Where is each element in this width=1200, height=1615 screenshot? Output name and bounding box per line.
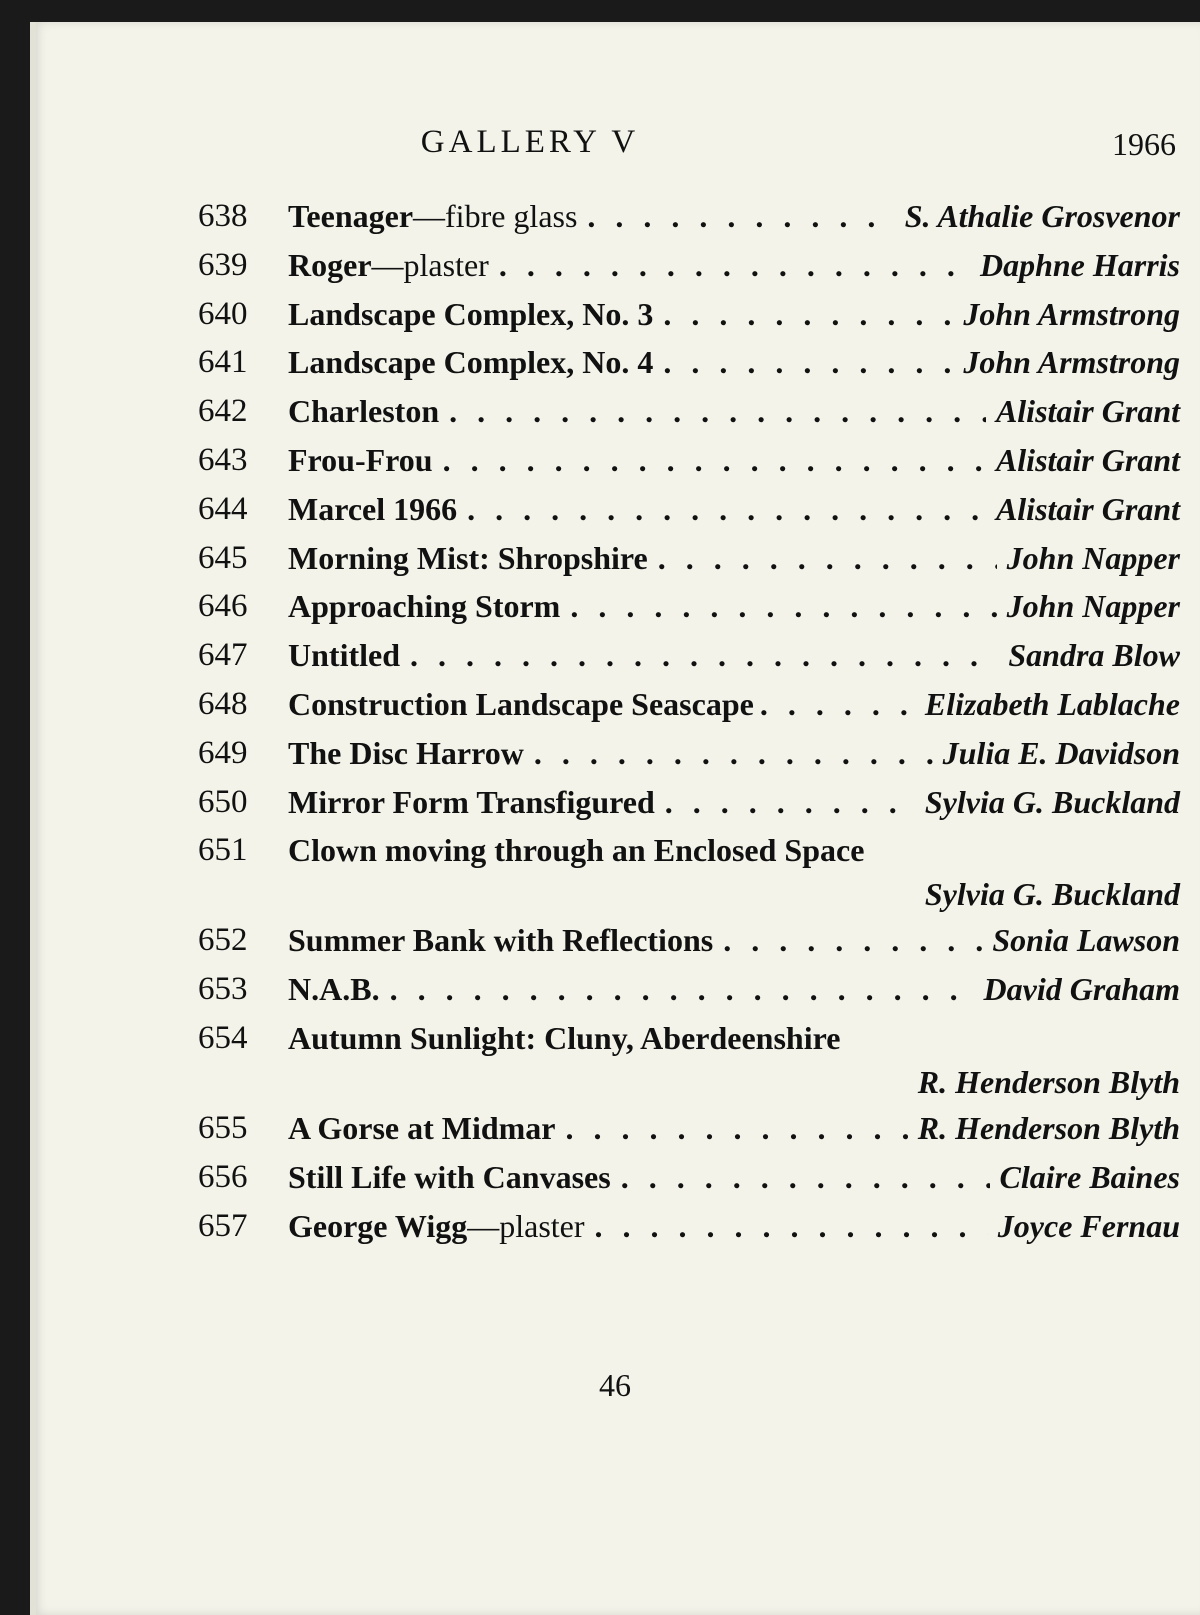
list-item bbox=[30, 194, 1200, 243]
entry-number: 641 bbox=[198, 344, 248, 381]
gallery-title: GALLERY V bbox=[420, 124, 640, 160]
list-item bbox=[30, 1016, 1200, 1106]
entry-title: Untitled bbox=[288, 637, 400, 674]
dot-leader bbox=[665, 784, 915, 821]
list-item bbox=[30, 584, 1200, 633]
entry-number: 639 bbox=[198, 246, 248, 283]
entry-title: Morning Mist: Shropshire bbox=[288, 539, 648, 576]
list-item bbox=[30, 536, 1200, 585]
entry-title: Marcel 1966 bbox=[288, 490, 458, 527]
catalogue-year: 1966 bbox=[1112, 126, 1176, 162]
list-item bbox=[30, 682, 1200, 731]
entry-artist: Elizabeth Lablache bbox=[924, 685, 1180, 722]
entry-title: The Disc Harrow bbox=[288, 734, 524, 771]
entry-number: 643 bbox=[198, 441, 248, 478]
dot-leader bbox=[587, 198, 894, 235]
entry-number: 656 bbox=[198, 1158, 248, 1195]
dot-leader bbox=[566, 1110, 908, 1147]
list-item bbox=[30, 1204, 1200, 1253]
entry-title: Charleston bbox=[288, 393, 440, 430]
entry-list bbox=[30, 194, 1200, 1252]
entry-title: N.A.B. bbox=[288, 971, 380, 1008]
list-item bbox=[30, 731, 1200, 780]
page-header bbox=[30, 102, 1200, 162]
entry-artist: Alistair Grant bbox=[995, 393, 1180, 430]
dot-leader bbox=[467, 491, 986, 528]
entry-artist: Sandra Blow bbox=[1008, 637, 1180, 674]
entry-artist: Alistair Grant bbox=[995, 441, 1180, 478]
entry-artist: John Armstrong bbox=[963, 344, 1180, 381]
entry-number: 640 bbox=[198, 295, 248, 332]
entry-medium: —plaster bbox=[467, 1207, 585, 1244]
dot-leader bbox=[621, 1159, 990, 1196]
list-item bbox=[30, 243, 1200, 292]
entry-title: Teenager bbox=[288, 198, 414, 234]
list-item bbox=[30, 292, 1200, 341]
dot-leader bbox=[663, 344, 953, 381]
dot-leader bbox=[443, 442, 986, 479]
entry-title: Landscape Complex, No. 3 bbox=[288, 295, 654, 332]
entry-artist: Sonia Lawson bbox=[992, 922, 1180, 959]
dot-leader bbox=[760, 686, 919, 723]
dot-leader bbox=[723, 922, 982, 959]
entry-title: Autumn Sunlight: Cluny, Aberdeenshire bbox=[288, 1019, 841, 1056]
entry-title: A Gorse at Midmar bbox=[288, 1109, 556, 1146]
dot-leader bbox=[410, 637, 998, 674]
list-item bbox=[30, 918, 1200, 967]
catalogue-page bbox=[30, 22, 1200, 1615]
page-edge bbox=[30, 22, 36, 1615]
entry-artist: David Graham bbox=[983, 971, 1180, 1008]
page-number: 46 bbox=[599, 1367, 631, 1403]
entry-artist: R. Henderson Blyth bbox=[917, 1109, 1180, 1146]
entry-title: Clown moving through an Enclosed Space bbox=[288, 832, 865, 869]
entry-artist: Claire Baines bbox=[999, 1158, 1180, 1195]
entry-number: 648 bbox=[198, 685, 248, 722]
entry-number: 647 bbox=[198, 637, 248, 674]
entry-medium: —plaster bbox=[371, 246, 489, 283]
entry-title: Landscape Complex, No. 4 bbox=[288, 344, 654, 381]
entry-artist: John Napper bbox=[1006, 539, 1180, 576]
entry-artist: R. Henderson Blyth bbox=[917, 1063, 1180, 1100]
dot-leader bbox=[595, 1208, 988, 1245]
dot-leader bbox=[534, 735, 933, 772]
entry-artist: Daphne Harris bbox=[979, 246, 1180, 283]
dot-leader bbox=[658, 540, 997, 577]
entry-title: Still Life with Canvases bbox=[288, 1158, 611, 1195]
entry-number: 655 bbox=[198, 1109, 248, 1146]
entry-number: 638 bbox=[198, 198, 248, 234]
list-item bbox=[30, 487, 1200, 536]
entry-artist: Sylvia G. Buckland bbox=[924, 876, 1180, 913]
list-item bbox=[30, 633, 1200, 682]
entry-artist: Sylvia G. Buckland bbox=[924, 783, 1180, 820]
entry-artist: John Napper bbox=[1006, 588, 1180, 625]
entry-number: 653 bbox=[198, 971, 248, 1008]
list-item bbox=[30, 340, 1200, 389]
list-item bbox=[30, 780, 1200, 829]
entry-number: 651 bbox=[198, 832, 248, 869]
entry-artist: S. Athalie Grosvenor bbox=[904, 198, 1180, 234]
list-item bbox=[30, 389, 1200, 438]
entry-number: 654 bbox=[198, 1019, 248, 1056]
entry-title: Summer Bank with Reflections bbox=[288, 922, 714, 959]
entry-medium: —fibre glass bbox=[413, 198, 578, 234]
entry-artist: Alistair Grant bbox=[995, 490, 1180, 527]
dot-leader bbox=[499, 247, 970, 284]
dot-leader bbox=[449, 393, 986, 430]
entry-number: 646 bbox=[198, 588, 248, 625]
entry-artist: John Armstrong bbox=[963, 295, 1180, 332]
entry-title: Construction Landscape Seascape bbox=[288, 685, 754, 722]
entry-number: 645 bbox=[198, 539, 248, 576]
entry-number: 657 bbox=[198, 1207, 248, 1244]
entry-title: Roger bbox=[288, 246, 372, 283]
entry-number: 642 bbox=[198, 393, 248, 430]
dot-leader bbox=[663, 296, 953, 333]
entry-artist: Joyce Fernau bbox=[997, 1207, 1180, 1244]
entry-number: 644 bbox=[198, 490, 248, 527]
list-item bbox=[30, 828, 1200, 918]
entry-number: 650 bbox=[198, 783, 248, 820]
entry-title: Mirror Form Transfigured bbox=[288, 783, 655, 820]
entry-title: Approaching Storm bbox=[288, 588, 561, 625]
entry-artist: Julia E. Davidson bbox=[942, 734, 1180, 771]
entry-title: Frou-Frou bbox=[288, 441, 433, 478]
entry-number: 649 bbox=[198, 734, 248, 771]
list-item bbox=[30, 438, 1200, 487]
list-item bbox=[30, 1155, 1200, 1204]
entry-number: 652 bbox=[198, 922, 248, 959]
list-item bbox=[30, 967, 1200, 1016]
list-item bbox=[30, 1106, 1200, 1155]
entry-title: George Wigg bbox=[288, 1207, 468, 1244]
dot-leader bbox=[390, 971, 974, 1008]
dot-leader bbox=[570, 588, 996, 625]
